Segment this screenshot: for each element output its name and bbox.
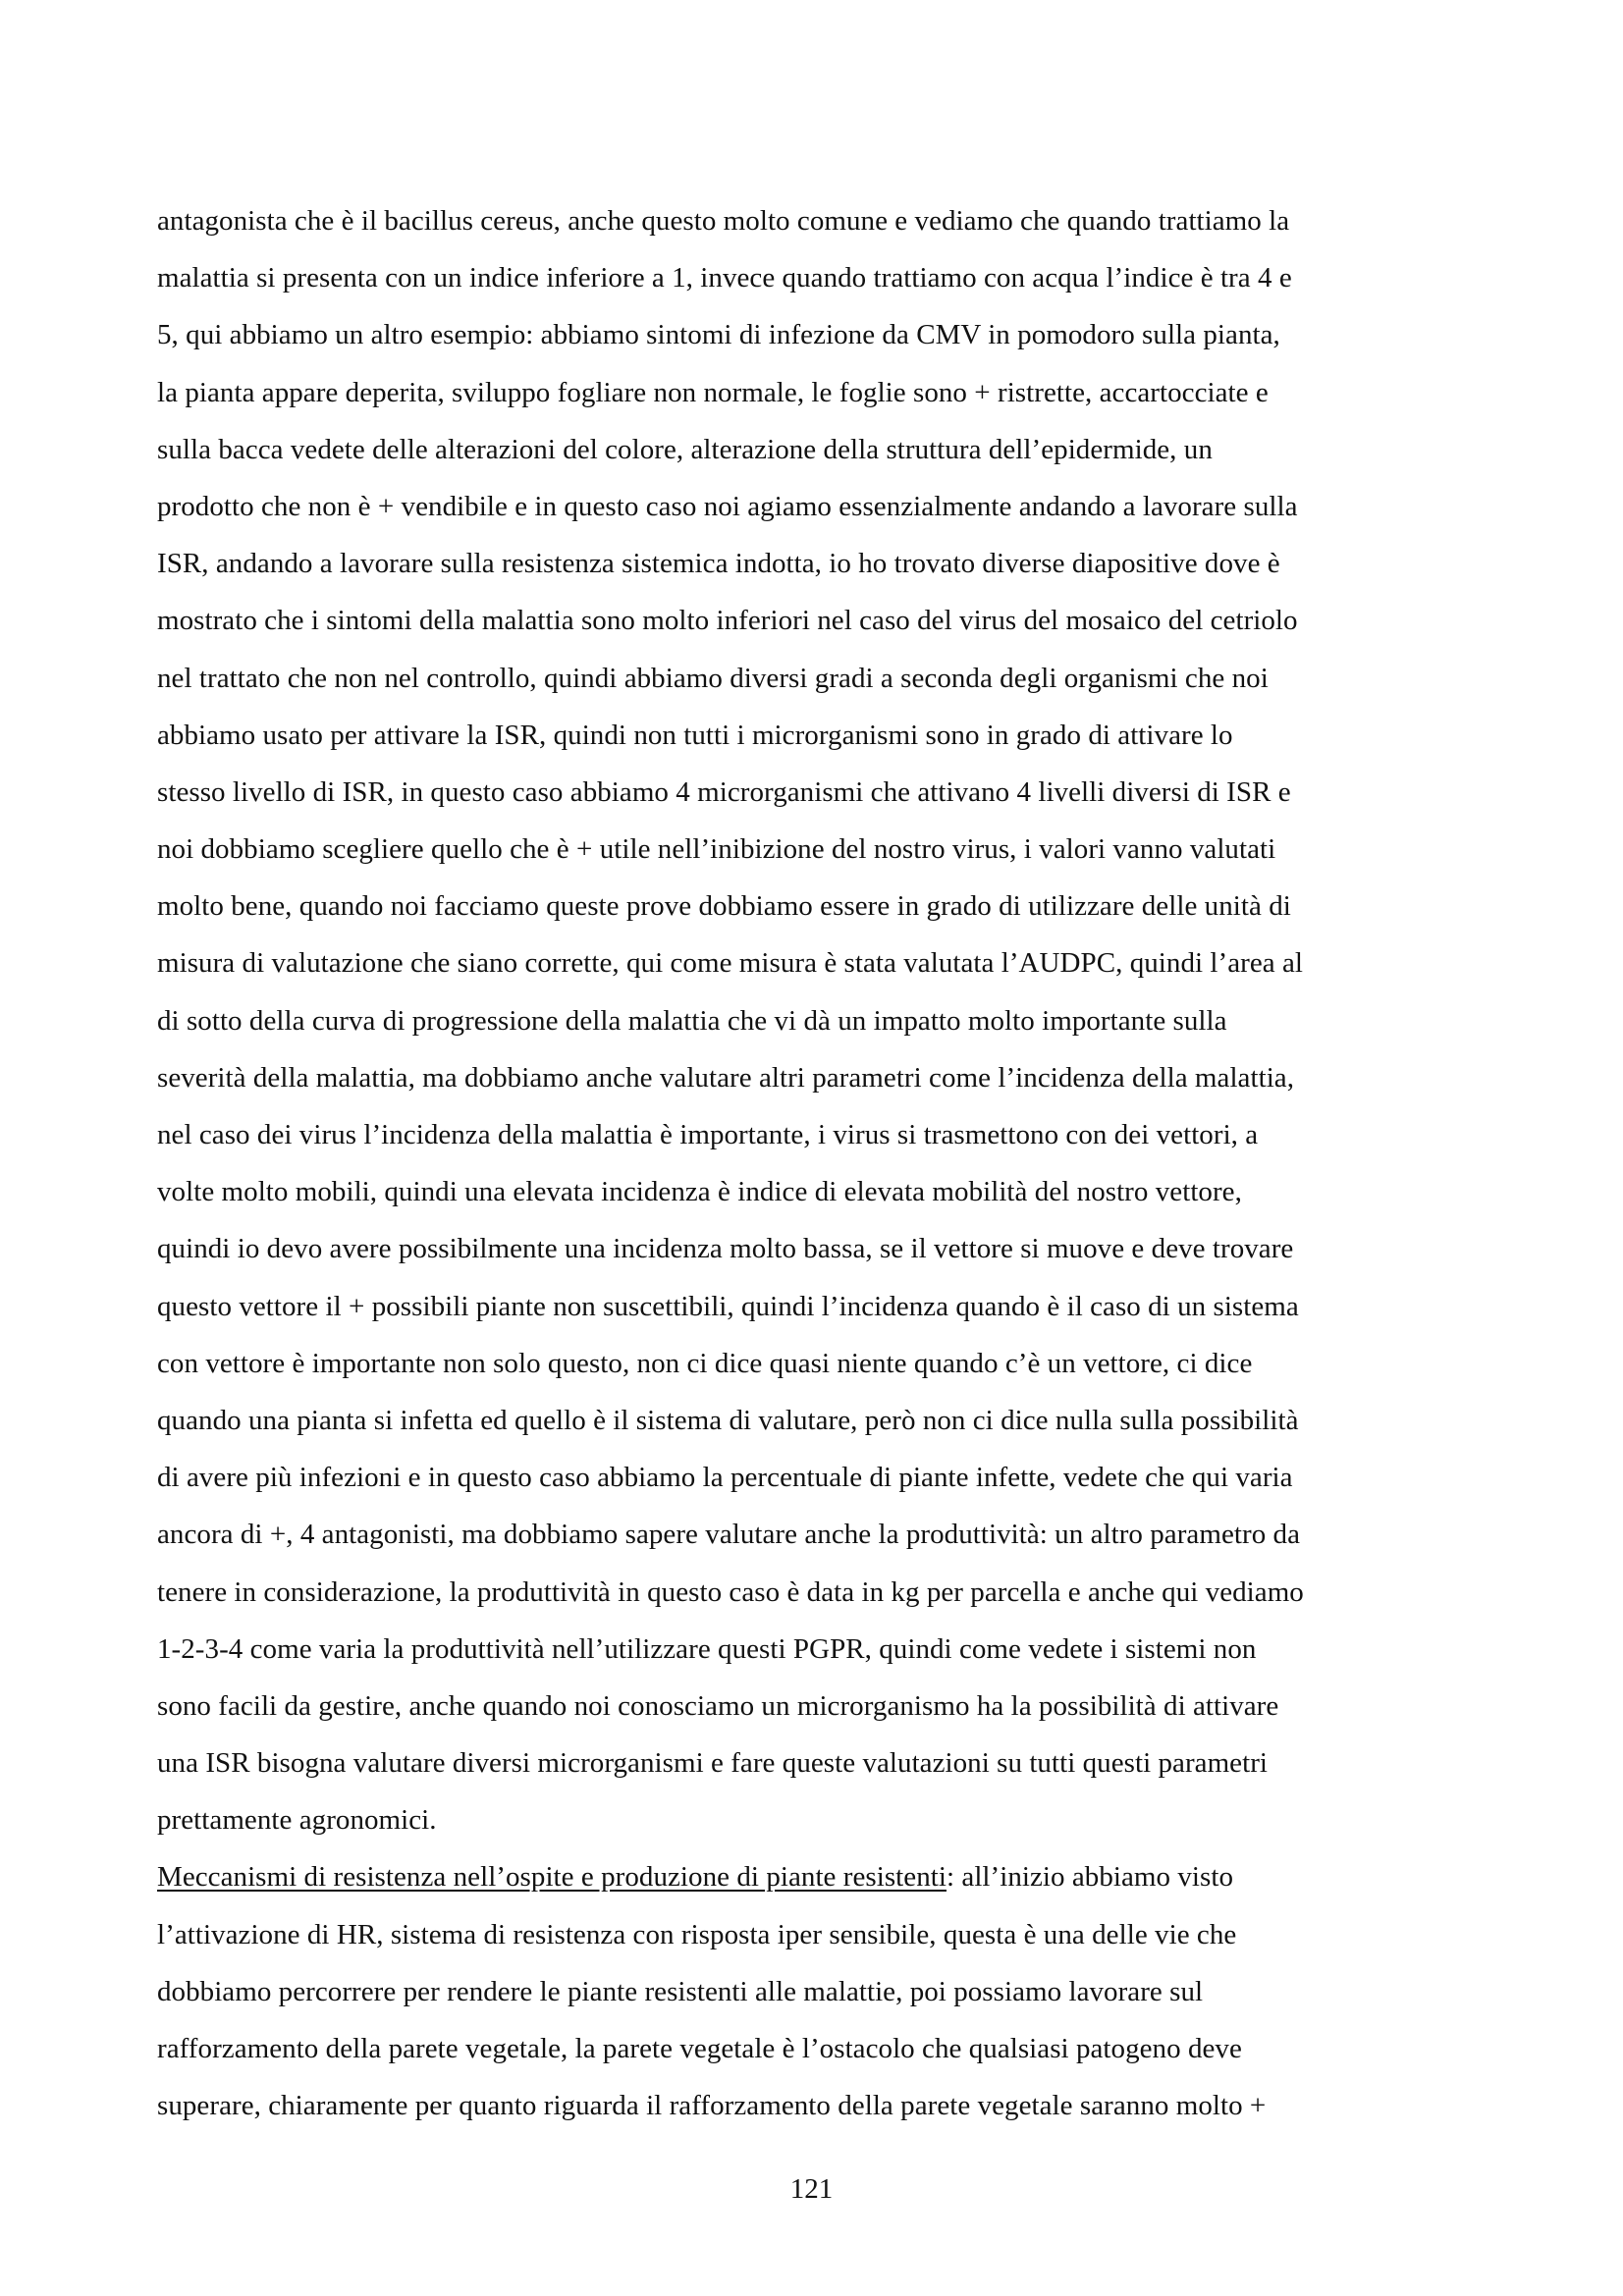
text-line: questo vettore il + possibili piante non suscettibili, quindi l’incidenza quando è il caso di un sistema [157,1290,1299,1322]
text-line: abbiamo usato per attivare la ISR, quindi non tutti i microrganismi sono in grado di attivare lo [157,719,1233,751]
text-line: ancora di +, 4 antagonisti, ma dobbiamo sapere valutare anche la produttività: un altro parametro da [157,1519,1301,1551]
text-line: antagonista che è il bacillus cereus, anche questo molto comune e vediamo che quando trattiamo la [157,205,1290,237]
text-line: prettamente agronomici. [157,1804,437,1837]
text-line: ISR, andando a lavorare sulla resistenza sistemica indotta, io ho trovato diverse diapositive dove è [157,548,1280,580]
section-first-line-rest: : all’inizio abbiamo visto [946,1861,1234,1894]
text-line: la pianta appare deperita, sviluppo fogliare non normale, le foglie sono + ristrette, accartocciate e [157,376,1269,408]
text-line: noi dobbiamo scegliere quello che è + utile nell’inibizione del nostro virus, i valori vanno valutati [157,833,1276,866]
text-line: una ISR bisogna valutare diversi microrganismi e fare queste valutazioni su tutti questi parametri [157,1747,1269,1780]
text-line: malattia si presenta con un indice inferiore a 1, invece quando trattiamo con acqua l’indice è tra 4 e [157,262,1292,294]
text-line: tenere in considerazione, la produttività in questo caso è data in kg per parcella e anche qui vediamo [157,1575,1304,1608]
text-line: volte molto mobili, quindi una elevata incidenza è indice di elevata mobilità del nostro vettore, [157,1176,1242,1208]
text-line: nel trattato che non nel controllo, quindi abbiamo diversi gradi a seconda degli organismi che noi [157,662,1269,694]
text-line: misura di valutazione che siano corrette, qui come misura è stata valutata l’AUDPC, quindi l’area al [157,947,1304,980]
text-line: rafforzamento della parete vegetale, la parete vegetale è l’ostacolo che qualsiasi patogeno deve [157,2033,1242,2064]
text-line: dobbiamo percorrere per rendere le piante resistenti alle malattie, poi possiamo lavorare sul [157,1975,1204,2007]
section-first-line [157,1848,1483,1905]
text-line: stesso livello di ISR, in questo caso abbiamo 4 microrganismi che attivano 4 livelli diversi di ISR e [157,775,1291,808]
body-text [157,192,1483,2134]
text-line: 5, qui abbiamo un altro esempio: abbiamo sintomi di infezione da CMV in pomodoro sulla pianta, [157,319,1280,351]
text-line: quindi io devo avere possibilmente una incidenza molto bassa, se il vettore si muove e deve trovare [157,1233,1294,1265]
text-line: con vettore è importante non solo questo, non ci dice quasi niente quando c’è un vettore, ci dice [157,1347,1253,1379]
text-line: mostrato che i sintomi della malattia sono molto inferiori nel caso del virus del mosaico del cetriolo [157,605,1298,637]
text-line: nel caso dei virus l’incidenza della malattia è importante, i virus si trasmettono con dei vettori, a [157,1119,1259,1150]
section-heading: Meccanismi di resistenza nell’ospite e produzione di piante resistenti [157,1861,947,1894]
text-line: sono facili da gestire, anche quando noi conosciamo un microrganismo ha la possibilità di attivare [157,1689,1279,1722]
text-line: l’attivazione di HR, sistema di resistenza con risposta iper sensibile, questa è una delle vie che [157,1918,1237,1950]
text-line: molto bene, quando noi facciamo queste prove dobbiamo essere in grado di utilizzare delle unità di [157,890,1291,923]
text-line: prodotto che non è + vendibile e in questo caso noi agiamo essenzialmente andando a lavorare sulla [157,490,1298,522]
text-line: di sotto della curva di progressione della malattia che vi dà un impatto molto importante sulla [157,1004,1227,1037]
text-line: 1-2-3-4 come varia la produttività nell’utilizzare questi PGPR, quindi come vedete i sistemi non [157,1632,1257,1665]
text-line: di avere più infezioni e in questo caso abbiamo la percentuale di piante infette, vedete che qui varia [157,1462,1293,1494]
text-line: superare, chiaramente per quanto riguarda il rafforzamento della parete vegetale saranno molto + [157,2090,1267,2122]
text-line: sulla bacca vedete delle alterazioni del colore, alterazione della struttura dell’epidermide, un [157,433,1213,465]
text-line: quando una pianta si infetta ed quello è il sistema di valutare, però non ci dice nulla sulla possibilità [157,1404,1299,1436]
text-line: severità della malattia, ma dobbiamo anche valutare altri parametri come l’incidenza della malattia, [157,1061,1295,1094]
page-number: 121 [789,2173,834,2205]
